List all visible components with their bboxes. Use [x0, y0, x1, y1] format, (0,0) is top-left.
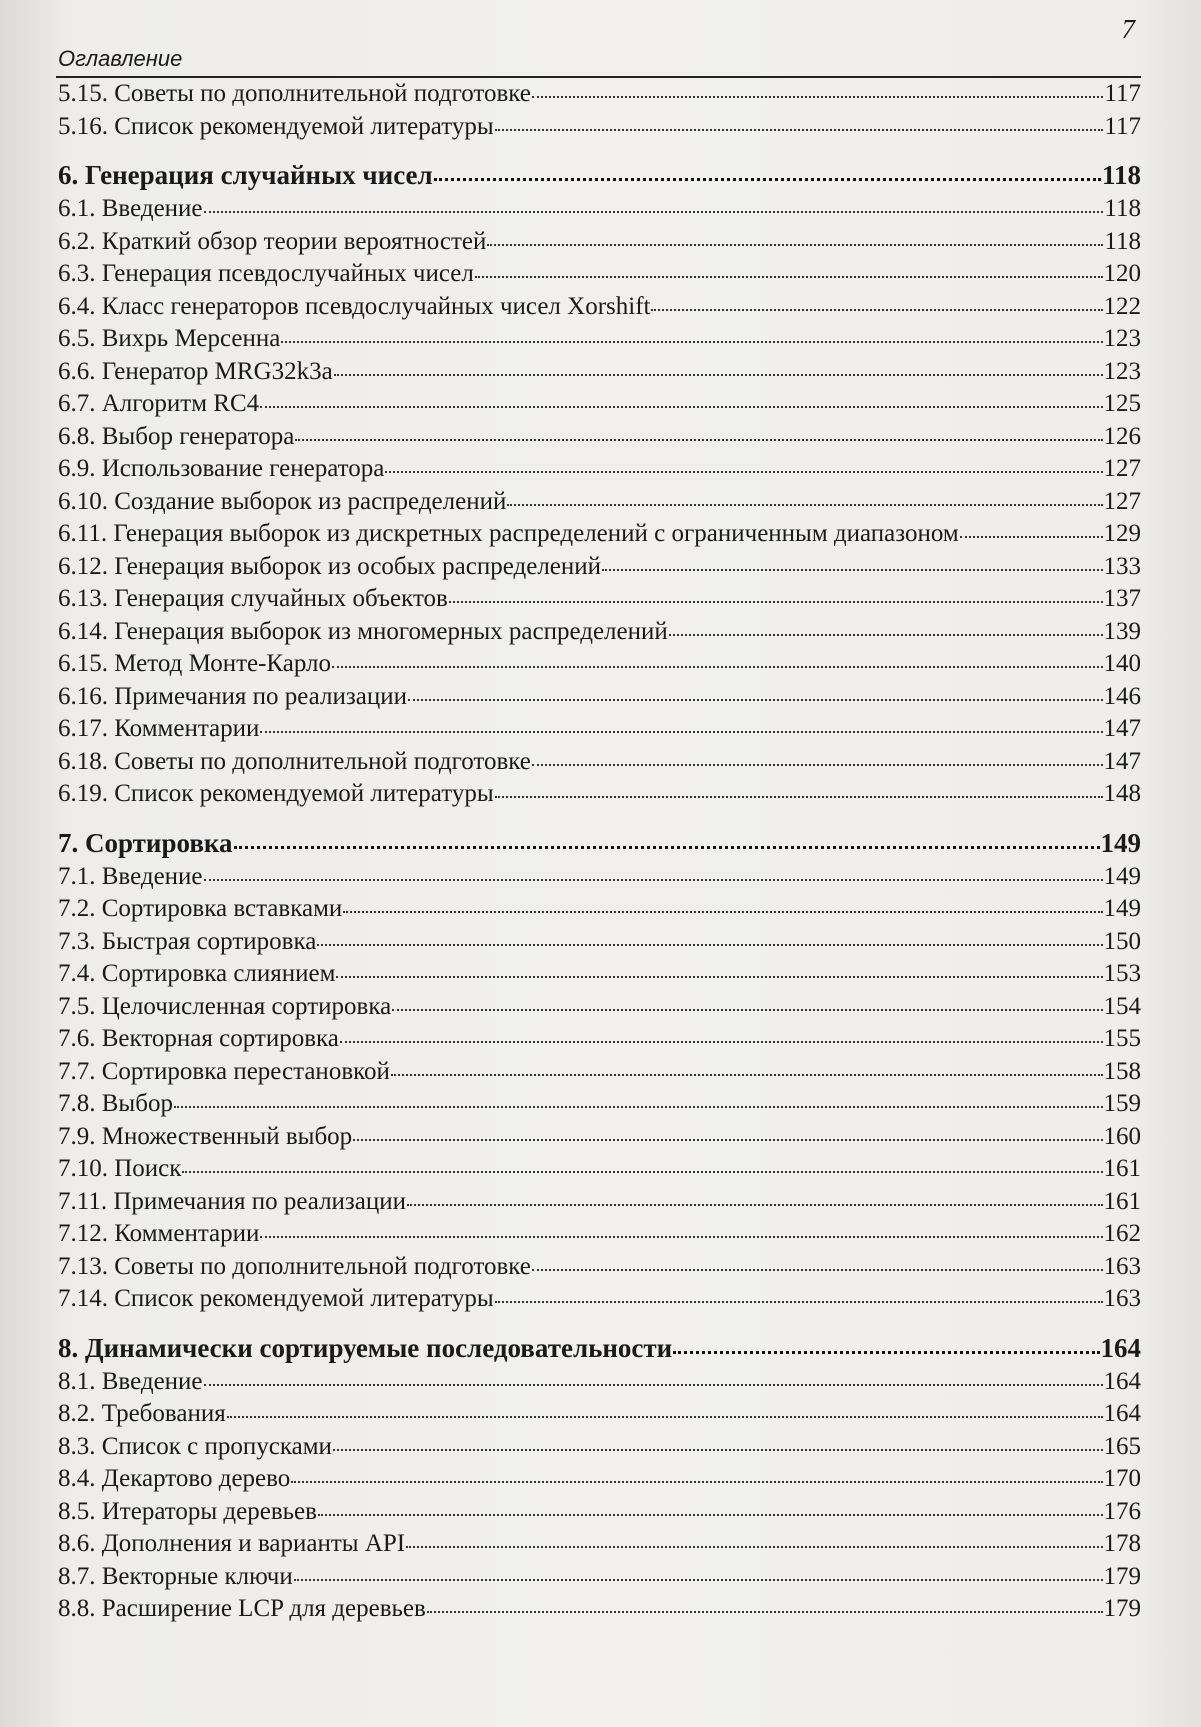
- toc-entry-page: 125: [1103, 390, 1141, 417]
- toc-entry-page: 147: [1103, 715, 1141, 742]
- chapter-title: 7. Сортировка: [58, 827, 233, 858]
- toc-entry-label: 7.10. Поиск: [58, 1155, 182, 1182]
- chapter-title: 8. Динамически сортируемые последовательности: [58, 1332, 673, 1363]
- dot-leader: [353, 1138, 1102, 1141]
- dot-leader: [392, 1008, 1102, 1011]
- dot-leader: [340, 1040, 1103, 1043]
- toc-entry-label: 6.15. Метод Монте-Карло: [58, 650, 332, 677]
- toc-entry-label: 6.4. Класс генераторов псевдослучайных чисел Xorshift: [58, 292, 651, 320]
- toc-entry[interactable]: [58, 958, 1141, 991]
- chapter-page-number: 149: [1100, 827, 1141, 858]
- toc-entry-label: 6.18. Советы по дополнительной подготовке: [58, 747, 531, 775]
- toc-entry[interactable]: [58, 648, 1141, 681]
- toc-entry-label: 7.3. Быстрая сортировка: [58, 927, 317, 955]
- dot-leader: [336, 975, 1102, 978]
- toc-entry[interactable]: [58, 1121, 1141, 1154]
- toc-entry-label: 7.14. Список рекомендуемой литературы: [58, 1285, 494, 1312]
- toc-entry-label: 6.2. Краткий обзор теории вероятностей: [58, 227, 487, 255]
- toc-entry[interactable]: [58, 388, 1141, 421]
- toc-entry[interactable]: [58, 111, 1141, 144]
- toc-entry-label: 8.4. Декартово дерево: [58, 1465, 291, 1492]
- toc-entry-page: 170: [1103, 1465, 1141, 1492]
- toc-entry-page: 160: [1103, 1122, 1141, 1150]
- chapter-heading[interactable]: [58, 825, 1141, 861]
- dot-leader: [507, 503, 1102, 506]
- toc-entry[interactable]: [58, 258, 1141, 291]
- toc-entry[interactable]: [58, 291, 1141, 324]
- toc-entry-page: 139: [1103, 617, 1141, 645]
- toc-entry[interactable]: [58, 1153, 1141, 1186]
- dot-leader: [260, 730, 1102, 733]
- dot-leader: [495, 795, 1103, 798]
- toc-entry-page: 149: [1103, 862, 1141, 890]
- toc-entry[interactable]: [58, 1251, 1141, 1284]
- toc-entry-page: 155: [1103, 1025, 1141, 1052]
- toc-entry-label: 7.7. Сортировка перестановкой: [58, 1057, 390, 1085]
- toc-entry[interactable]: [58, 1431, 1141, 1464]
- toc-entry[interactable]: [58, 1186, 1141, 1219]
- toc-entry[interactable]: [58, 583, 1141, 616]
- dot-leader: [602, 568, 1102, 571]
- toc-entry-label: 7.5. Целочисленная сортировка: [58, 992, 392, 1020]
- toc-entry-page: 150: [1103, 927, 1141, 955]
- toc-entry-page: 147: [1103, 747, 1141, 775]
- dot-leader: [449, 600, 1103, 603]
- chapter-page-number: 118: [1101, 160, 1141, 190]
- toc-entry-page: 123: [1103, 357, 1141, 385]
- toc-entry-page: 118: [1104, 195, 1141, 222]
- dot-leader: [260, 1235, 1102, 1238]
- toc-entry[interactable]: [58, 1561, 1141, 1594]
- toc-entry[interactable]: [58, 78, 1141, 111]
- toc-entry-page: 163: [1103, 1285, 1141, 1312]
- toc-entry[interactable]: [58, 1088, 1141, 1121]
- dot-leader: [407, 1203, 1102, 1206]
- dot-leader: [343, 910, 1102, 913]
- dot-leader: [234, 845, 1100, 849]
- toc-entry-page: 118: [1104, 227, 1141, 255]
- dot-leader: [673, 1350, 1099, 1354]
- toc-entry[interactable]: [58, 193, 1141, 226]
- table-of-contents: [58, 78, 1141, 1640]
- dot-leader: [391, 1073, 1103, 1076]
- toc-entry[interactable]: [58, 778, 1141, 811]
- toc-entry-page: 137: [1103, 585, 1141, 612]
- toc-entry-label: 8.8. Расширение LCP для деревьев: [58, 1595, 426, 1622]
- dot-leader: [294, 1578, 1103, 1581]
- toc-entry-page: 163: [1103, 1252, 1141, 1280]
- toc-entry-page: 148: [1103, 780, 1141, 807]
- toc-entry[interactable]: [58, 486, 1141, 519]
- toc-entry[interactable]: [58, 713, 1141, 746]
- toc-entry-label: 6.17. Комментарии: [58, 715, 260, 742]
- toc-entry[interactable]: [58, 356, 1141, 389]
- running-head: [56, 10, 1141, 78]
- toc-continued-section: [58, 78, 1141, 143]
- toc-entry-label: 8.3. Список с пропусками: [58, 1432, 332, 1460]
- toc-entry-page: 161: [1103, 1155, 1141, 1182]
- toc-entry-page: 162: [1103, 1220, 1141, 1247]
- toc-entry-label: 8.5. Итераторы деревьев: [58, 1497, 317, 1525]
- dot-leader: [495, 1300, 1103, 1303]
- toc-entry-label: 6.1. Введение: [58, 195, 203, 222]
- toc-entry-label: 8.7. Векторные ключи: [58, 1562, 293, 1590]
- chapter-title: 6. Генерация случайных чисел: [58, 160, 433, 190]
- dot-leader: [408, 698, 1103, 701]
- toc-entry[interactable]: [58, 1218, 1141, 1251]
- toc-entry-page: 153: [1103, 960, 1141, 987]
- dot-leader: [385, 470, 1102, 473]
- chapter-block: [58, 157, 1141, 811]
- toc-entry[interactable]: [58, 226, 1141, 259]
- toc-entry-label: 7.8. Выбор: [58, 1090, 173, 1117]
- toc-entry-label: 8.1. Введение: [58, 1367, 203, 1395]
- toc-entry[interactable]: [58, 1593, 1141, 1626]
- dot-leader: [434, 177, 1101, 181]
- toc-entry-page: 133: [1103, 552, 1141, 580]
- dot-leader: [227, 1415, 1103, 1418]
- toc-entry-label: 6.6. Генератор MRG32k3a: [58, 357, 333, 385]
- dot-leader: [532, 95, 1104, 98]
- toc-entry[interactable]: [58, 518, 1141, 551]
- toc-entry-page: 126: [1103, 422, 1141, 450]
- toc-entry-label: 6.3. Генерация псевдослучайных чисел: [58, 260, 474, 287]
- toc-entry-page: 158: [1103, 1057, 1141, 1085]
- toc-entry[interactable]: [58, 926, 1141, 959]
- dot-leader: [669, 633, 1103, 636]
- toc-entry-label: 7.9. Множественный выбор: [58, 1122, 353, 1150]
- toc-entry-label: 7.1. Введение: [58, 862, 203, 890]
- page-number: 7: [1121, 14, 1135, 44]
- toc-entry-page: 127: [1103, 487, 1141, 515]
- toc-entry[interactable]: [58, 421, 1141, 454]
- toc-entry-page: 161: [1103, 1187, 1141, 1215]
- chapter-page-number: 164: [1100, 1332, 1141, 1363]
- toc-entry-page: 159: [1103, 1090, 1141, 1117]
- toc-entry[interactable]: [58, 893, 1141, 926]
- dot-leader: [291, 1480, 1102, 1483]
- toc-entry-page: 178: [1103, 1530, 1141, 1557]
- toc-entry-label: 6.14. Генерация выборок из многомерных распределений: [58, 617, 668, 645]
- dot-leader: [495, 128, 1104, 131]
- toc-entry-page: 140: [1103, 650, 1141, 677]
- toc-entry[interactable]: [58, 861, 1141, 894]
- toc-entry[interactable]: [58, 1463, 1141, 1496]
- dot-leader: [204, 878, 1103, 881]
- dot-leader: [260, 405, 1102, 408]
- toc-entry-label: 6.11. Генерация выборок из дискретных распределений с ограниченным диапазоном: [58, 520, 959, 547]
- dot-leader: [174, 1105, 1103, 1108]
- toc-entry[interactable]: [58, 323, 1141, 356]
- toc-entry-page: 149: [1103, 895, 1141, 922]
- toc-entry-page: 176: [1103, 1497, 1141, 1525]
- toc-entry[interactable]: [58, 1283, 1141, 1316]
- dot-leader: [532, 763, 1103, 766]
- toc-entry[interactable]: [58, 1398, 1141, 1431]
- toc-entry[interactable]: [58, 1528, 1141, 1561]
- dot-leader: [295, 438, 1102, 441]
- toc-entry-page: 179: [1103, 1595, 1141, 1622]
- toc-entry-label: 7.2. Сортировка вставками: [58, 895, 343, 922]
- toc-entry-label: 5.16. Список рекомендуемой литературы: [58, 112, 494, 140]
- toc-entry-page: 164: [1103, 1400, 1141, 1427]
- toc-entry-page: 146: [1103, 682, 1141, 710]
- dot-leader: [182, 1170, 1102, 1173]
- dot-leader: [318, 1513, 1103, 1516]
- toc-entry[interactable]: [58, 991, 1141, 1024]
- dot-leader: [532, 1268, 1103, 1271]
- dot-leader: [960, 535, 1103, 538]
- toc-entry-page: 154: [1103, 992, 1141, 1020]
- dot-leader: [487, 243, 1103, 246]
- toc-entry-page: 120: [1103, 260, 1141, 287]
- toc-entry-page: 122: [1103, 292, 1141, 320]
- toc-entry-label: 6.16. Примечания по реализации: [58, 682, 407, 710]
- section-title: Оглавление: [58, 46, 183, 71]
- toc-entry-label: 7.11. Примечания по реализации: [58, 1187, 407, 1215]
- chapter-heading[interactable]: [58, 157, 1141, 193]
- toc-entry[interactable]: [58, 616, 1141, 649]
- toc-entry-page: 165: [1103, 1432, 1141, 1460]
- toc-entry-label: 6.9. Использование генератора: [58, 455, 385, 482]
- toc-entry-page: 117: [1104, 112, 1141, 140]
- toc-entry-label: 6.19. Список рекомендуемой литературы: [58, 780, 494, 807]
- dot-leader: [334, 373, 1103, 376]
- dot-leader: [317, 943, 1102, 946]
- toc-entry-label: 6.13. Генерация случайных объектов: [58, 585, 448, 612]
- toc-entry-page: 123: [1103, 325, 1141, 352]
- toc-entry-label: 6.10. Создание выборок из распределений: [58, 487, 507, 515]
- toc-entry-page: 117: [1104, 80, 1141, 107]
- toc-entry-label: 6.7. Алгоритм RC4: [58, 390, 260, 417]
- toc-entry[interactable]: [58, 1023, 1141, 1056]
- dot-leader: [651, 308, 1102, 311]
- toc-entry-label: 8.2. Требования: [58, 1400, 226, 1427]
- dot-leader: [204, 210, 1104, 213]
- toc-entry[interactable]: [58, 1056, 1141, 1089]
- dot-leader: [427, 1610, 1103, 1613]
- dot-leader: [475, 275, 1103, 278]
- toc-entry-page: 164: [1103, 1367, 1141, 1395]
- dot-leader: [333, 1448, 1103, 1451]
- toc-entry-label: 6.12. Генерация выборок из особых распределений: [58, 552, 602, 580]
- toc-entry-label: 8.6. Дополнения и варианты API: [58, 1530, 406, 1557]
- toc-entry[interactable]: [58, 453, 1141, 486]
- toc-entry-page: 179: [1103, 1562, 1141, 1590]
- toc-entry-label: 7.12. Комментарии: [58, 1220, 260, 1247]
- toc-entry-label: 7.4. Сортировка слиянием: [58, 960, 336, 987]
- toc-entry-label: 6.8. Выбор генератора: [58, 422, 295, 450]
- toc-entry-page: 127: [1103, 455, 1141, 482]
- toc-entry[interactable]: [58, 551, 1141, 584]
- toc-entry-label: 7.6. Векторная сортировка: [58, 1025, 339, 1052]
- toc-entry[interactable]: [58, 746, 1141, 779]
- chapter-heading[interactable]: [58, 1330, 1141, 1366]
- toc-entry[interactable]: [58, 1366, 1141, 1399]
- toc-entry[interactable]: [58, 1496, 1141, 1529]
- dot-leader: [406, 1545, 1102, 1548]
- toc-entry-page: 129: [1103, 520, 1141, 547]
- dot-leader: [281, 340, 1102, 343]
- chapter-block: [58, 825, 1141, 1316]
- dot-leader: [332, 665, 1102, 668]
- dot-leader: [204, 1383, 1103, 1386]
- toc-entry-label: 7.13. Советы по дополнительной подготовке: [58, 1252, 531, 1280]
- toc-entry-label: 6.5. Вихрь Мерсенна: [58, 325, 281, 352]
- toc-entry[interactable]: [58, 681, 1141, 714]
- chapter-block: [58, 1330, 1141, 1626]
- toc-entry-label: 5.15. Советы по дополнительной подготовке: [58, 80, 531, 107]
